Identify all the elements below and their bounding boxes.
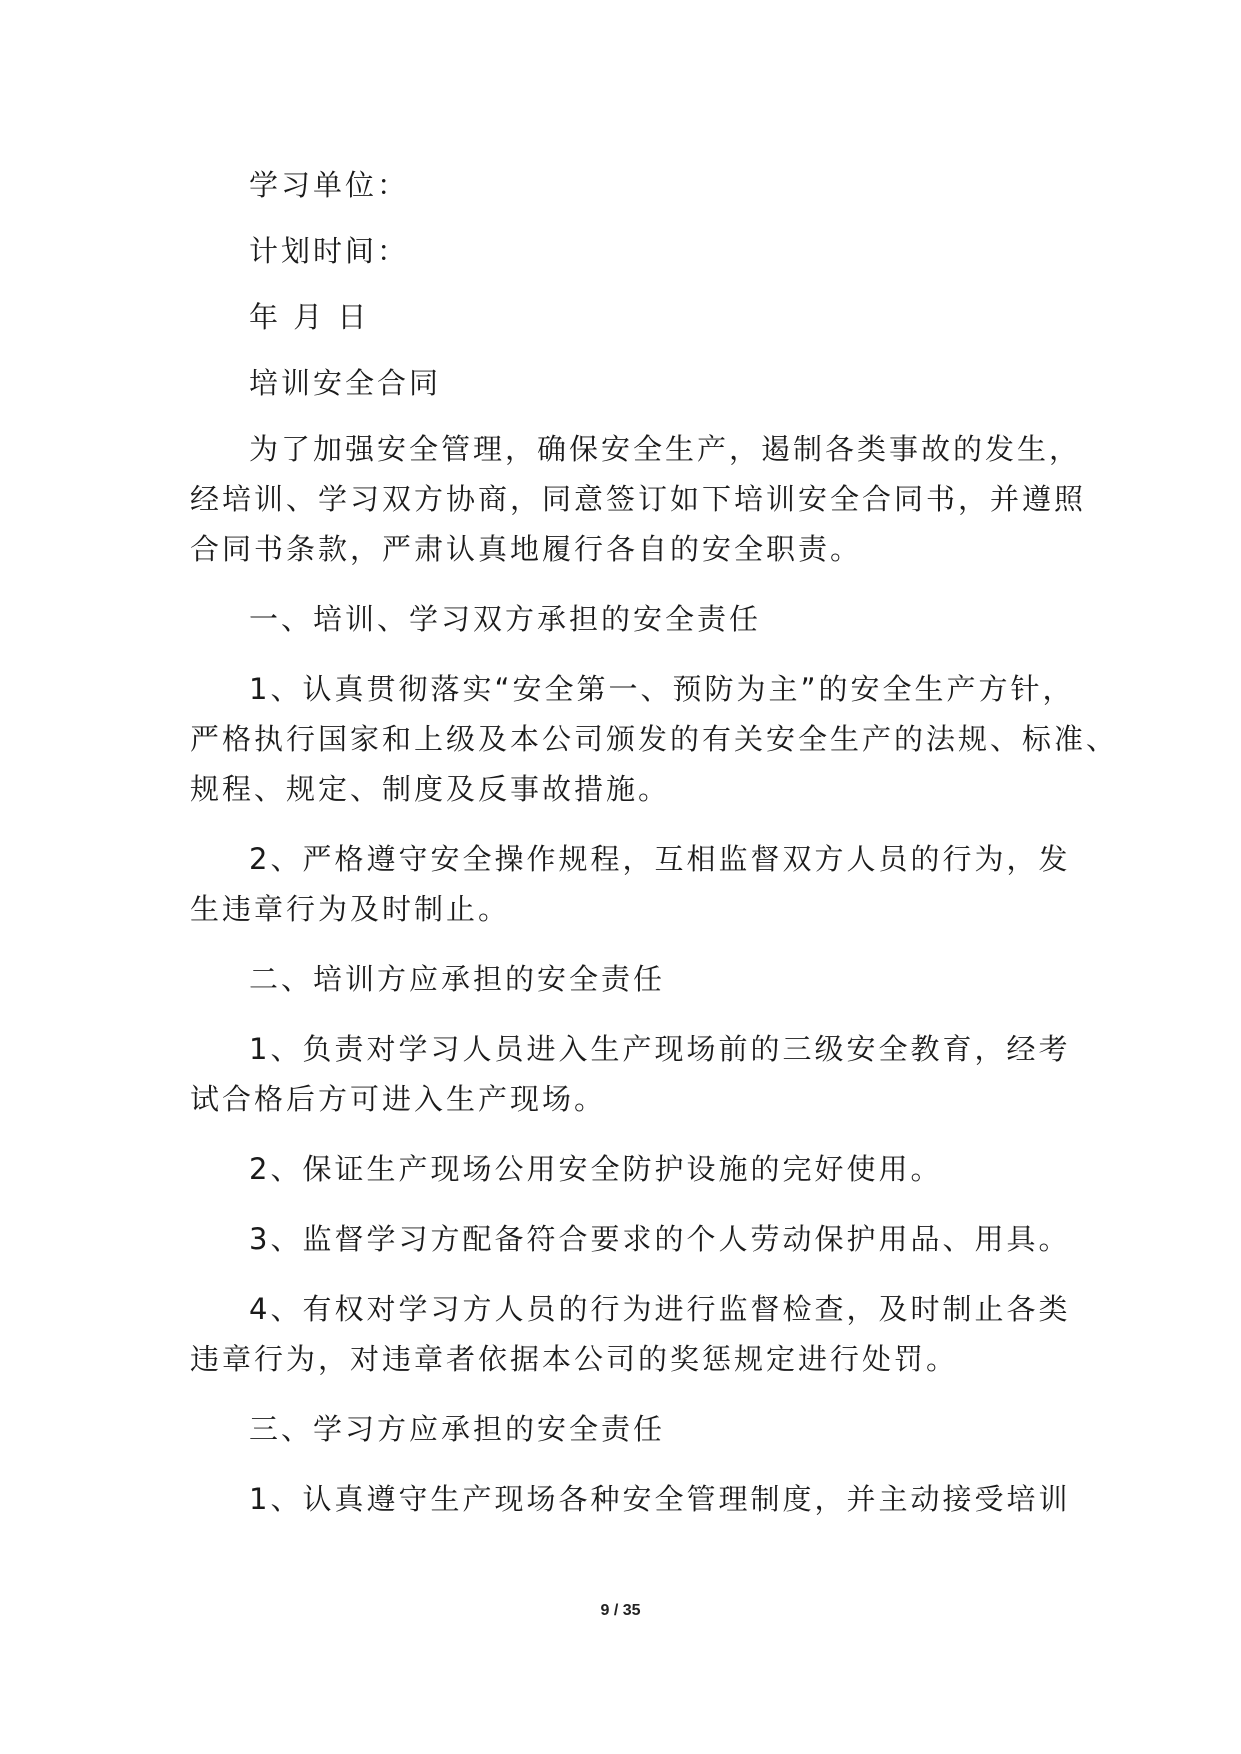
section2-item4-line: 4、有权对学习方人员的行为进行监督检查，及时制止各类 <box>249 1292 1071 1326</box>
section2-item4-line: 违章行为，对违章者依据本公司的奖惩规定进行处罚。 <box>190 1342 959 1376</box>
section2-item2-line: 2、保证生产现场公用安全防护设施的完好使用。 <box>249 1152 943 1186</box>
intro-paragraph-line: 经培训、学习双方协商，同意签订如下培训安全合同书，并遵照 <box>190 482 1087 516</box>
section1-item2-line: 2、严格遵守安全操作规程，互相监督双方人员的行为，发 <box>249 842 1071 876</box>
section-heading-1: 一、培训、学习双方承担的安全责任 <box>249 602 762 636</box>
section1-item2-line: 生违章行为及时制止。 <box>190 892 511 926</box>
section2-item3-line: 3、监督学习方配备符合要求的个人劳动保护用品、用具。 <box>249 1222 1071 1256</box>
page-number: 9 / 35 <box>600 1602 641 1619</box>
intro-paragraph-line: 为了加强安全管理，确保安全生产，遏制各类事故的发生， <box>249 432 1082 466</box>
section2-item1-line: 试合格后方可进入生产现场。 <box>190 1082 607 1116</box>
section-heading-3: 三、学习方应承担的安全责任 <box>249 1412 666 1446</box>
section1-item1-line: 1、认真贯彻落实“安全第一、预防为主”的安全生产方针， <box>249 672 1075 706</box>
section2-item1-line: 1、负责对学习人员进入生产现场前的三级安全教育，经考 <box>249 1032 1071 1066</box>
document-body <box>190 160 1119 1524</box>
section-heading-2: 二、培训方应承担的安全责任 <box>249 962 666 996</box>
contract-title: 培训安全合同 <box>249 366 442 400</box>
section1-item1-line: 规程、规定、制度及反事故措施。 <box>190 772 671 806</box>
intro-paragraph-line: 合同书条款，严肃认真地履行各自的安全职责。 <box>190 532 863 566</box>
date-line: 年 月 日 <box>249 300 370 334</box>
study-unit-line: 学习单位： <box>249 168 410 202</box>
section1-item1-line: 严格执行国家和上级及本公司颁发的有关安全生产的法规、标准、 <box>190 722 1119 756</box>
section3-item1-line: 1、认真遵守生产现场各种安全管理制度，并主动接受培训 <box>249 1482 1071 1516</box>
plan-time-line: 计划时间： <box>249 234 410 268</box>
